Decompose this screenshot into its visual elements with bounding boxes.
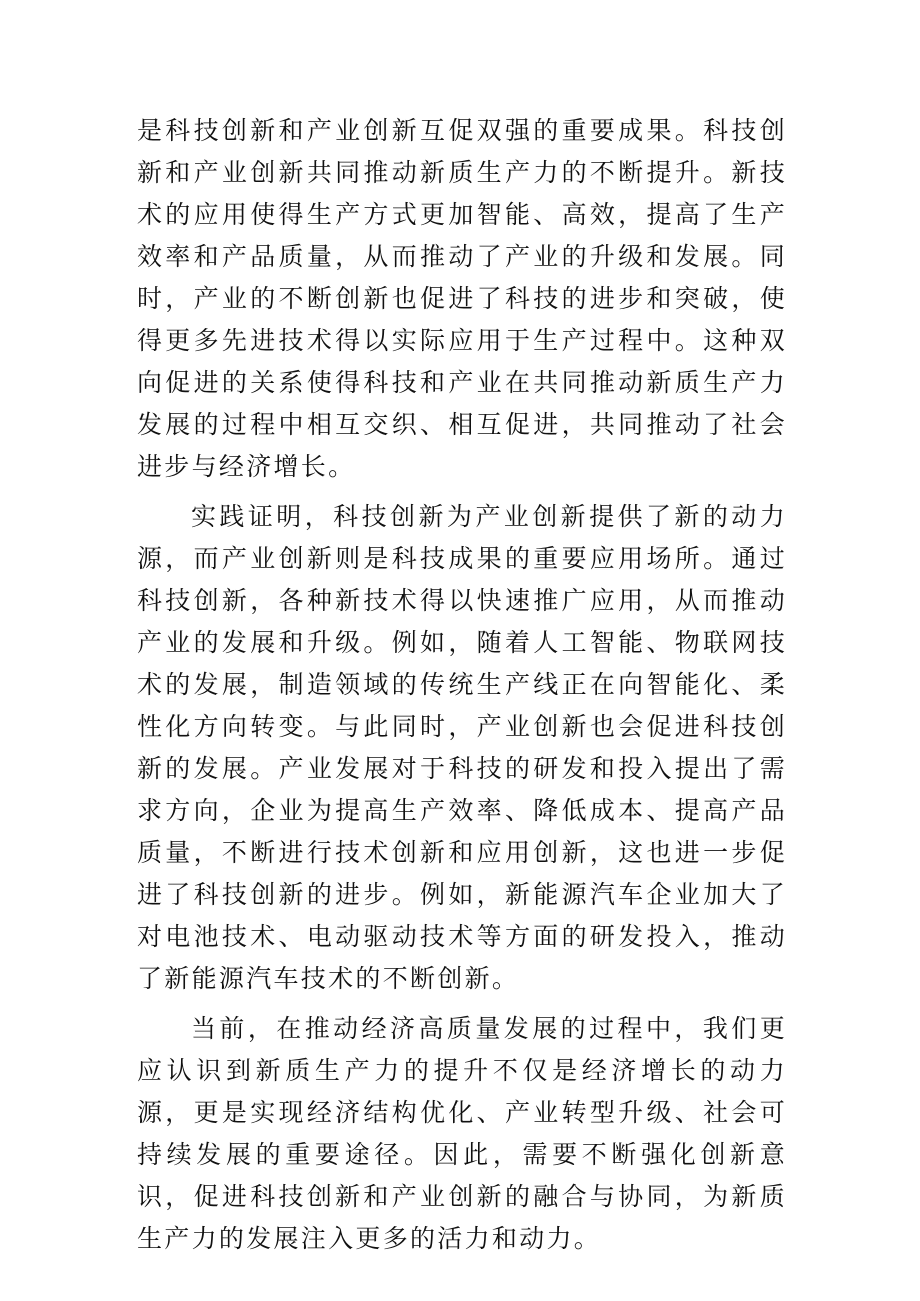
paragraph-3: 当前，在推动经济高质量发展的过程中，我们更应认识到新质生产力的提升不仅是经济增长的动力源，更是实现经济结构优化、产业转型升级、社会可持续发展的重要途径。因此，需要不断强化创新意识，促进科技创新和产业创新的融合与协同，为新质生产力的发展注入更多的活力和动力。 [137, 1014, 787, 1253]
document-body [137, 110, 787, 1268]
paragraph-1: 是科技创新和产业创新互促双强的重要成果。科技创新和产业创新共同推动新质生产力的不断提升。新技术的应用使得生产方式更加智能、高效，提高了生产效率和产品质量，从而推动了产业的升级和发展。同时，产业的不断创新也促进了科技的进步和突破，使得更多先进技术得以实际应用于生产过程中。这种双向促进的关系使得科技和产业在共同推动新质生产力发展的过程中相互交织、相互促进，共同推动了社会进步与经济增长。 [137, 116, 787, 481]
paragraph-2: 实践证明，科技创新为产业创新提供了新的动力源，而产业创新则是科技成果的重要应用场所。通过科技创新，各种新技术得以快速推广应用，从而推动产业的发展和升级。例如，随着人工智能、物联网技术的发展，制造领域的传统生产线正在向智能化、柔性化方向转变。与此同时，产业创新也会促进科技创新的发展。产业发展对于科技的研发和投入提出了需求方向，企业为提高生产效率、降低成本、提高产品质量，不断进行技术创新和应用创新，这也进一步促进了科技创新的进步。例如，新能源汽车企业加大了对电池技术、电动驱动技术等方面的研发投入，推动了新能源汽车技术的不断创新。 [137, 502, 787, 993]
